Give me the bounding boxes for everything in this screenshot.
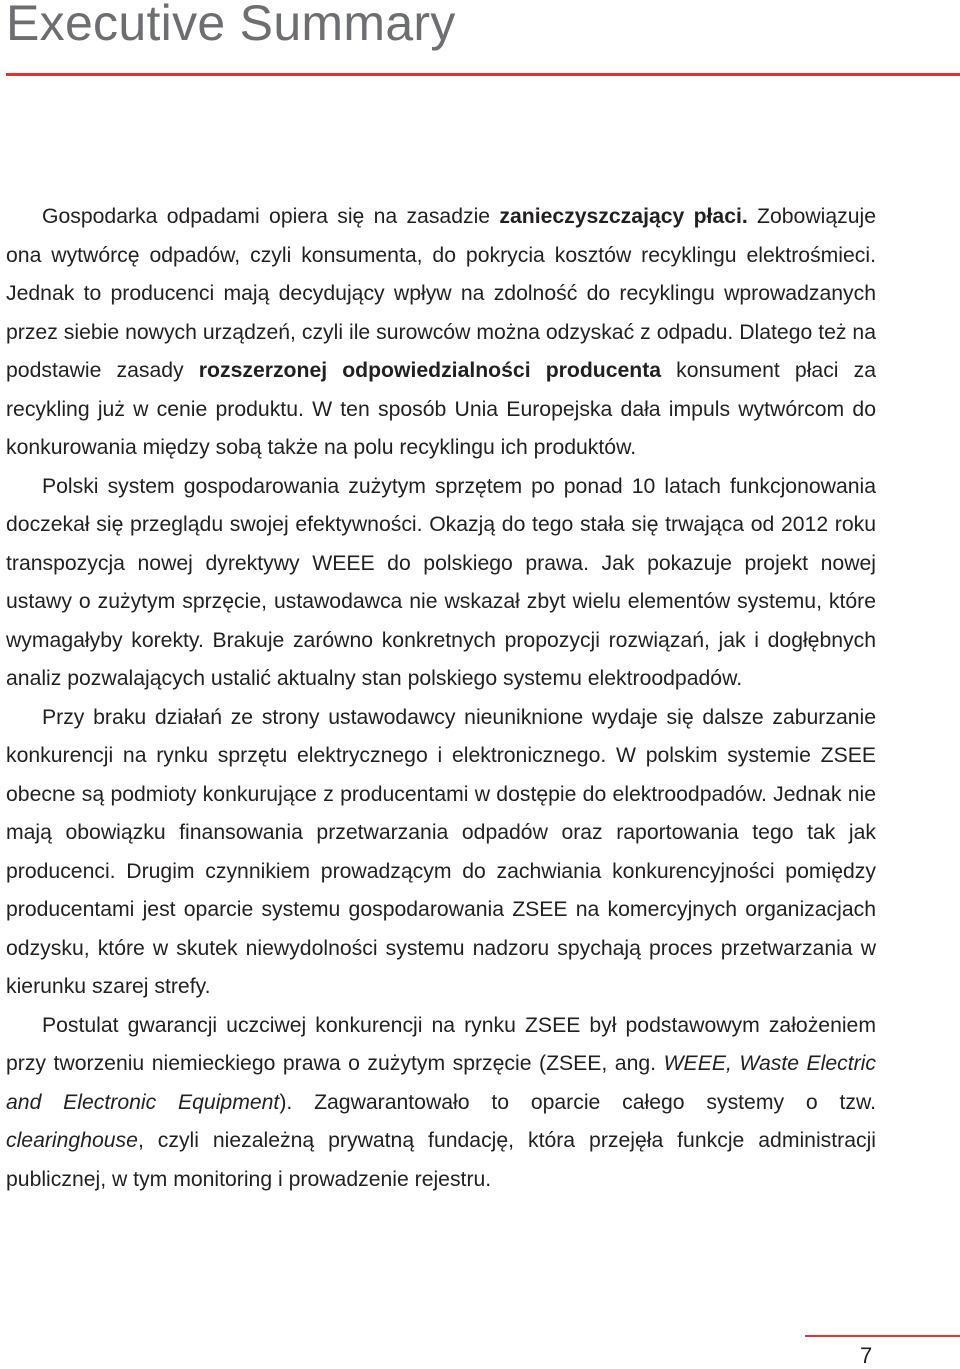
footer-divider bbox=[805, 1335, 960, 1337]
paragraph-3 bbox=[6, 699, 876, 1007]
text-run: , czyli niezależną prywatną fundację, która przejęła funkcje administracji publicznej, w tym monitoring i prowadzenie rejestru. bbox=[6, 1129, 876, 1191]
text-run: ). Zagwarantowało to oparcie całego systemy o tzw. bbox=[279, 1090, 876, 1114]
text-run: Postulat gwarancji uczciwej konkurencji na rynku ZSEE był podstawowym założeniem przy tworzeniu niemieckiego prawa o zużytym sprzęcie (ZSEE, ang. bbox=[6, 1013, 876, 1075]
bold-text-run: zanieczyszczający płaci. bbox=[499, 205, 748, 228]
text-run: Zobowiązuje ona wytwórcę odpadów, czyli konsumenta, do pokrycia kosztów recyklingu elektrośmieci. Jednak to producenci mają decydujący wpływ na zdolność do recyklingu wprowadzanych przez siebie nowych urządzeń, czyli ile surowców można odzyskać z odpadu. Dlatego też na podstawie zasady bbox=[6, 205, 877, 382]
page-title: Executive Summary bbox=[6, 0, 456, 51]
text-run: konsument płaci za recykling już w cenie produktu. W ten sposób Unia Europejska dała impuls wytwórcom do konkurowania między sobą także na polu recyklingu ich produktów. bbox=[6, 359, 876, 459]
italic-text-run: clearinghouse bbox=[6, 1129, 138, 1152]
title-divider bbox=[6, 73, 960, 76]
italic-text-run: WEEE, Waste Electric and Electronic Equipment bbox=[6, 1052, 876, 1114]
text-run: Gospodarka odpadami opiera się na zasadzie bbox=[42, 205, 500, 228]
page-number: 7 bbox=[860, 1343, 873, 1368]
text-run: Przy braku działań ze strony ustawodawcy nieuniknione wydaje się dalsze zaburzanie konkurencji na rynku sprzętu elektrycznego i elektronicznego. W polskim systemie ZSEE obecne są podmioty konkurujące z producentami w dostępie do elektroodpadów. Jednak nie mają obowiązku finansowania przetwarzania odpadów oraz raportowania tego tak jak producenci. Drugim czynnikiem prowadzącym do zachwiania konkurencyjności pomiędzy producentami jest oparcie systemu gospodarowania ZSEE na komercyjnych organizacjach odzysku, które w skutek niewydolności systemu nadzoru spychają proces przetwarzania w kierunku szarej strefy. bbox=[6, 705, 876, 998]
paragraph-1 bbox=[6, 198, 876, 468]
text-run: Polski system gospodarowania zużytym sprzętem po ponad 10 latach funkcjonowania doczekał się przeglądu swojej efektywności. Okazją do tego stała się trwająca od 2012 roku transpozycja nowej dyrektywy WEEE do polskiego prawa. Jak pokazuje projekt nowej ustawy o zużytym sprzęcie, ustawodawca nie wskazał zbyt wielu elementów systemu, które wymagałyby korekty. Brakuje zarówno konkretnych propozycji rozwiązań, jak i dogłębnych analiz pozwalających ustalić aktualny stan polskiego systemu elektroodpadów. bbox=[6, 474, 876, 690]
bold-text-run: rozszerzonej odpowiedzialności producenta bbox=[198, 359, 662, 382]
body-text bbox=[6, 198, 876, 1199]
paragraph-4 bbox=[6, 1007, 876, 1200]
paragraph-2 bbox=[6, 468, 876, 699]
